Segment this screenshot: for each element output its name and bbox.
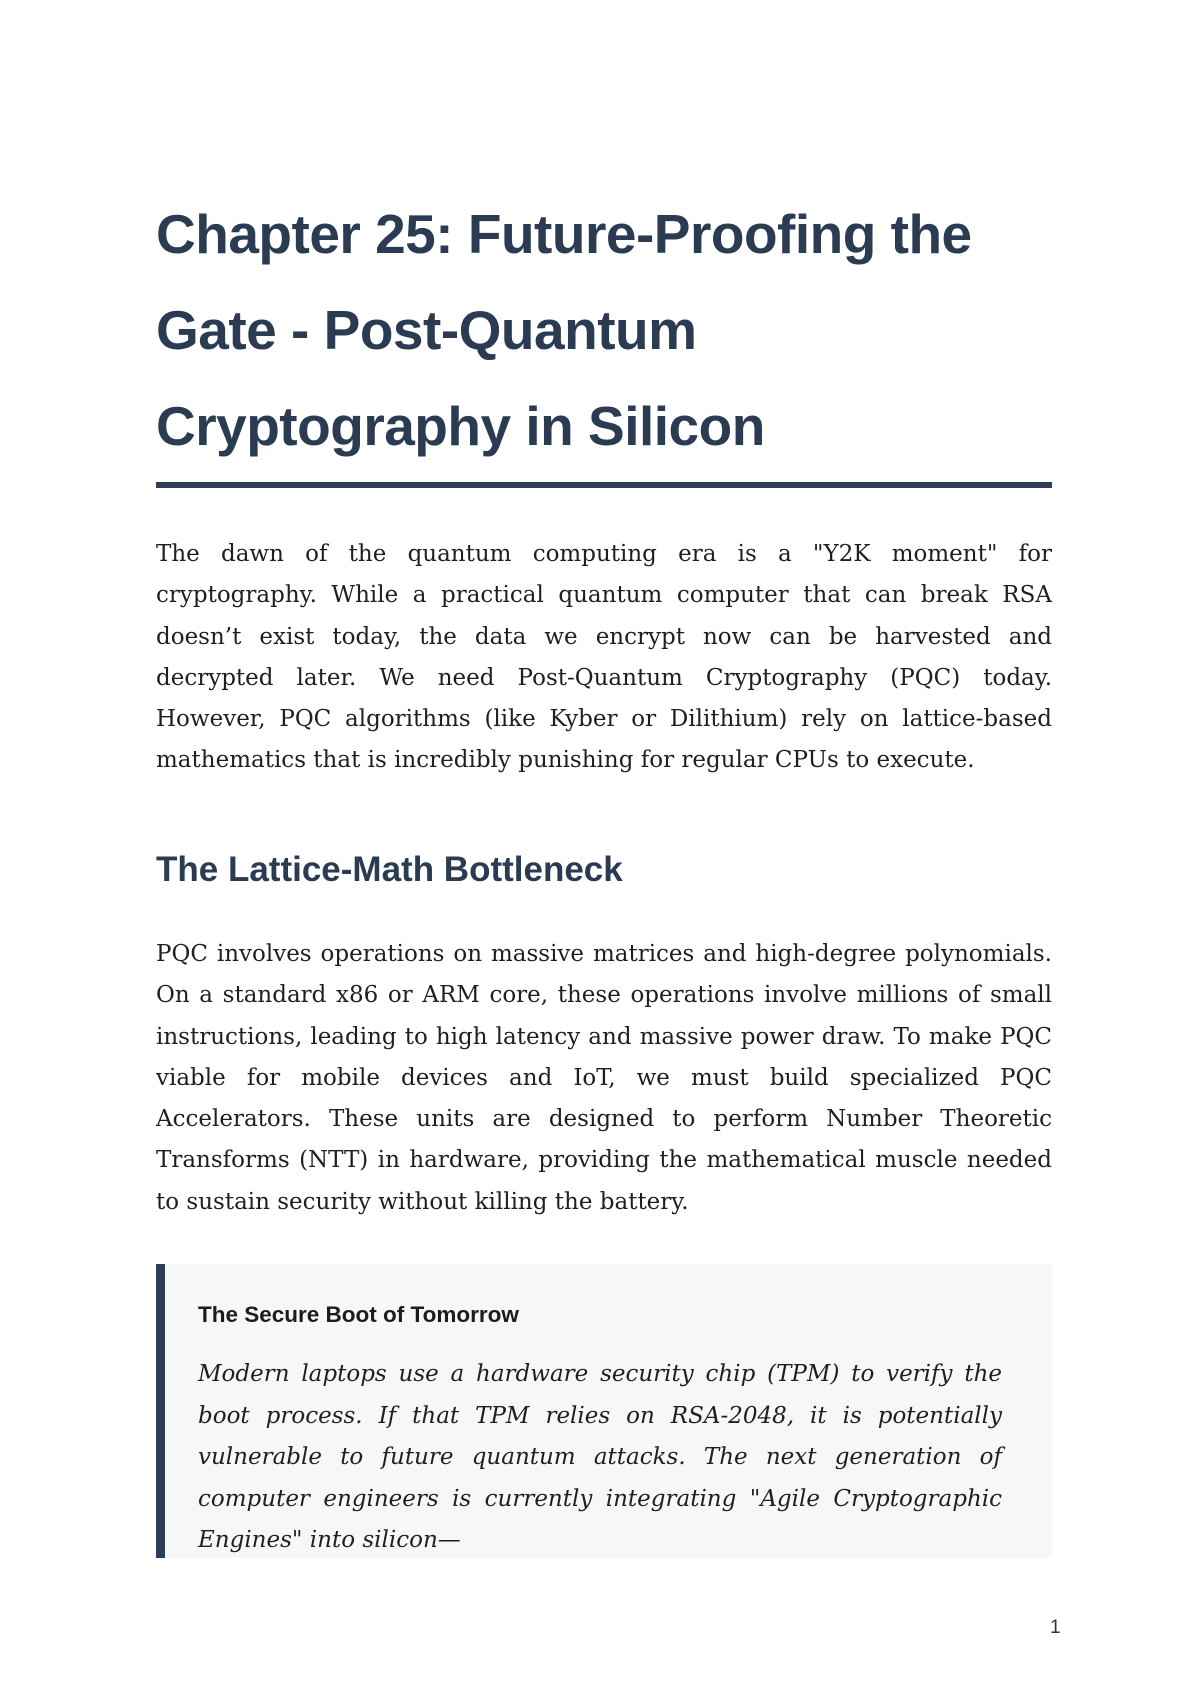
intro-paragraph: The dawn of the quantum computing era is a "Y2K moment" for cryptography. While a practical quantum computer that can break RSA doesn’t exist today, the data we encrypt now can be harvested and decrypted later. We need Post-Quantum Cryptography (PQC) today. However, PQC algorithms (like Kyber or Dilithium) rely on lattice-based mathematics that is incredibly punishing for regular CPUs to execute. <box>156 541 1052 774</box>
section-paragraph: PQC involves operations on massive matrices and high-degree polynomials. On a standard x86 or ARM core, these operations involve millions of small instructions, leading to high latency and massive power draw. To make PQC viable for mobile devices and IoT, we must build specialized PQC Accelerators. These units are designed to perform Number Theoretic Transforms (NTT) in hardware, providing the mathematical muscle needed to sustain security without killing the battery. <box>156 941 1052 1215</box>
callout-text: Modern laptops use a hardware security chip (TPM) to verify the boot process. If that TPM relies on RSA-2048, it is potentially vulnerable to future quantum attacks. The next generation of computer engineers is currently integrating "Agile Cryptographic Engines" into silicon— <box>198 1361 1002 1553</box>
chapter-title: Chapter 25: Future-Proofing the Gate - Post-Quantum Cryptography in Silicon <box>156 203 972 457</box>
callout-box <box>156 1264 1052 1558</box>
page-number: 1 <box>1050 1617 1061 1638</box>
title-divider <box>156 482 1052 488</box>
callout-title: The Secure Boot of Tomorrow <box>198 1302 519 1327</box>
section-heading: The Lattice-Math Bottleneck <box>156 850 623 889</box>
